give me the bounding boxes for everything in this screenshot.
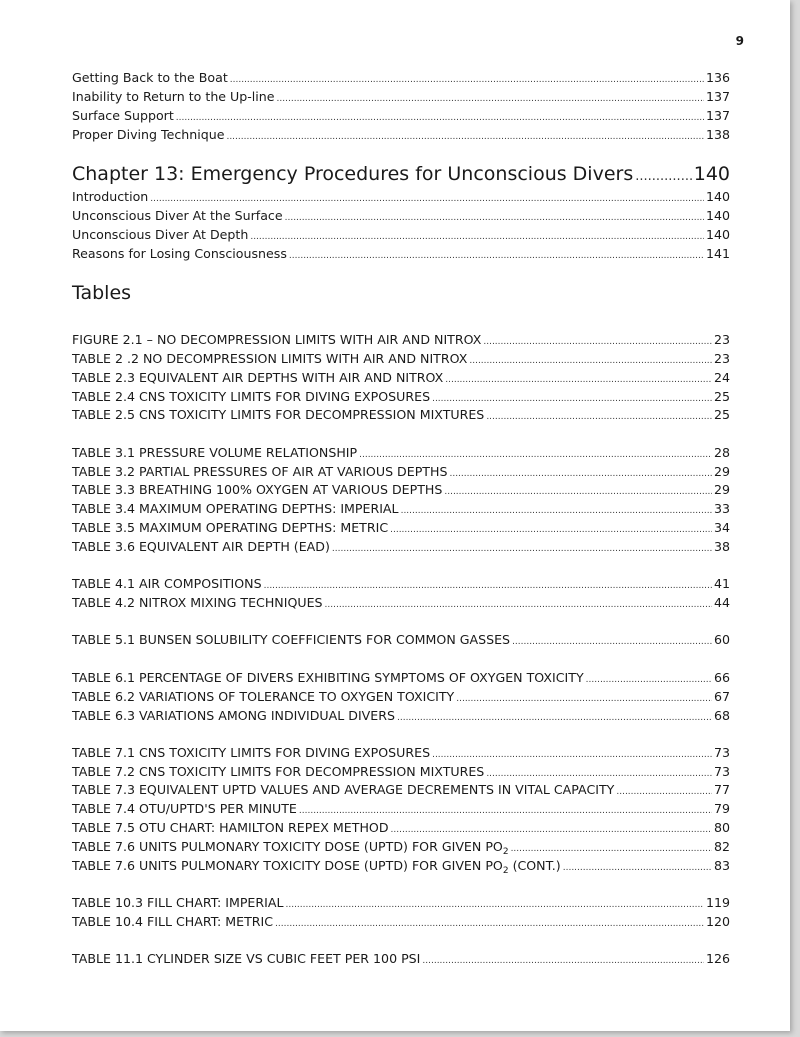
dot-leader xyxy=(275,915,704,934)
toc-entry-title: TABLE 6.3 VARIATIONS AMONG INDIVIDUAL DIVERS xyxy=(72,708,395,723)
toc-entry-page: 24 xyxy=(713,370,730,385)
toc-table-entry[interactable] xyxy=(72,593,730,612)
toc-entry[interactable] xyxy=(72,244,730,263)
toc-table-entry[interactable] xyxy=(72,349,730,368)
toc-entry-page: 23 xyxy=(713,351,730,366)
toc-table-entry[interactable] xyxy=(72,893,730,912)
toc-entry-title: Getting Back to the Boat xyxy=(72,70,228,85)
toc-entry-page: 79 xyxy=(713,801,730,816)
toc-entry[interactable] xyxy=(72,87,730,106)
toc-entry-title: TABLE 10.4 FILL CHART: METRIC xyxy=(72,914,274,929)
toc-entry-title: TABLE 7.6 UNITS PULMONARY TOXICITY DOSE (UPTD) FOR GIVEN $PO_2$ xyxy=(72,839,509,857)
dot-leader xyxy=(289,247,704,266)
toc-entry-title: TABLE 5.1 BUNSEN SOLUBILITY COEFFICIENTS FOR COMMON GASSES xyxy=(72,632,511,647)
toc-entry-page: 23 xyxy=(713,332,730,347)
toc-entry-page: 138 xyxy=(705,127,730,142)
toc-table-entry[interactable] xyxy=(72,405,730,424)
toc-entry-title: Inability to Return to the Up-line xyxy=(72,89,275,104)
toc-entry-title: TABLE 2 .2 NO DECOMPRESSION LIMITS WITH AIR AND NITROX xyxy=(72,351,468,366)
toc-entry-title: TABLE 2.5 CNS TOXICITY LIMITS FOR DECOMPRESSION MIXTURES xyxy=(72,407,485,422)
toc-entry-page: 73 xyxy=(713,764,730,779)
page-number: 9 xyxy=(735,34,744,48)
toc-entry[interactable] xyxy=(72,125,730,144)
toc-entry-title: TABLE 7.6 UNITS PULMONARY TOXICITY DOSE (UPTD) FOR GIVEN $PO_2$ (CONT.) xyxy=(72,858,561,876)
toc-table-entry[interactable] xyxy=(72,856,730,875)
toc-entry-page: 77 xyxy=(713,782,730,797)
toc-entry-title: Unconscious Diver At the Surface xyxy=(72,208,283,223)
toc-entry-page: 34 xyxy=(713,520,730,535)
toc-entry-page: 83 xyxy=(713,858,730,873)
toc-table-entry[interactable] xyxy=(72,499,730,518)
toc-entry-page: 25 xyxy=(713,407,730,422)
toc-entry-page: 140 xyxy=(705,189,730,204)
toc-table-entry[interactable] xyxy=(72,574,730,593)
dot-leader xyxy=(563,859,712,878)
toc-table-entry[interactable] xyxy=(72,912,730,931)
toc-entry[interactable] xyxy=(72,68,730,87)
toc-entry-title: Surface Support xyxy=(72,108,174,123)
toc-entry-title: TABLE 3.2 PARTIAL PRESSURES OF AIR AT VARIOUS DEPTHS xyxy=(72,464,448,479)
toc-entry-page: 120 xyxy=(705,914,730,929)
toc-entry-title: TABLE 2.4 CNS TOXICITY LIMITS FOR DIVING EXPOSURES xyxy=(72,389,431,404)
toc-entry-page: 140 xyxy=(705,227,730,242)
toc-entry-page: 67 xyxy=(713,689,730,704)
toc-entry-title: TABLE 7.3 EQUIVALENT UPTD VALUES AND AVERAGE DECREMENTS IN VITAL CAPACITY xyxy=(72,782,615,797)
toc-table-entry[interactable] xyxy=(72,630,730,649)
toc-table-entry[interactable] xyxy=(72,818,730,837)
toc-entry-page: 29 xyxy=(713,482,730,497)
toc-table-entry[interactable] xyxy=(72,687,730,706)
toc-table-entry[interactable] xyxy=(72,743,730,762)
subscript: 2 xyxy=(502,866,509,876)
dot-leader xyxy=(397,709,712,728)
toc-table-entry[interactable] xyxy=(72,780,730,799)
toc-table-entry[interactable] xyxy=(72,762,730,781)
toc-entry-title: TABLE 10.3 FILL CHART: IMPERIAL xyxy=(72,895,284,910)
toc-entry-title: TABLE 3.4 MAXIMUM OPERATING DEPTHS: IMPERIAL xyxy=(72,501,399,516)
toc-entry-page: 60 xyxy=(713,632,730,647)
toc-entry-page: 38 xyxy=(713,539,730,554)
toc-entry-page: 68 xyxy=(713,708,730,723)
toc-table-entry[interactable] xyxy=(72,368,730,387)
toc-entry-title: TABLE 4.1 AIR COMPOSITIONS xyxy=(72,576,262,591)
toc-entry-title: Unconscious Diver At Depth xyxy=(72,227,249,242)
toc-entry-page: 44 xyxy=(713,595,730,610)
toc-entry-page: 137 xyxy=(705,108,730,123)
toc-entry-page: 25 xyxy=(713,389,730,404)
dot-leader xyxy=(325,596,712,615)
toc-entry-page: 28 xyxy=(713,445,730,460)
toc-entry-title: Reasons for Losing Consciousness xyxy=(72,246,287,261)
toc-table-entry[interactable] xyxy=(72,706,730,725)
dot-leader xyxy=(226,128,704,147)
dot-leader xyxy=(635,165,692,189)
toc-entry-page: 137 xyxy=(705,89,730,104)
toc-entry-page: 82 xyxy=(713,839,730,854)
toc-table-entry[interactable] xyxy=(72,799,730,818)
toc-entry-page: 73 xyxy=(713,745,730,760)
toc-entry-title: TABLE 3.1 PRESSURE VOLUME RELATIONSHIP xyxy=(72,445,358,460)
toc-entry-page: 29 xyxy=(713,464,730,479)
toc-entry[interactable] xyxy=(72,106,730,125)
dot-leader xyxy=(332,540,712,559)
toc-entry-page: 126 xyxy=(705,951,730,966)
toc-chapter-heading[interactable] xyxy=(72,162,730,186)
toc-table-entry[interactable] xyxy=(72,330,730,349)
toc-entry-page: 140 xyxy=(705,208,730,223)
toc-entry-title: TABLE 11.1 CYLINDER SIZE VS CUBIC FEET PER 100 PSI xyxy=(72,951,421,966)
subscript: 2 xyxy=(502,847,509,857)
toc-entry-title: TABLE 2.3 EQUIVALENT AIR DEPTHS WITH AIR AND NITROX xyxy=(72,370,444,385)
toc-table-entry[interactable] xyxy=(72,837,730,856)
toc-table-entry[interactable] xyxy=(72,462,730,481)
toc-entry[interactable] xyxy=(72,206,730,225)
toc-entry-title: TABLE 3.6 EQUIVALENT AIR DEPTH (EAD) xyxy=(72,539,330,554)
toc-entry-page: 136 xyxy=(705,70,730,85)
toc-entry-page: 80 xyxy=(713,820,730,835)
toc-entry-title: TABLE 7.4 OTU/UPTD'S PER MINUTE xyxy=(72,801,297,816)
toc-entry-page: 41 xyxy=(713,576,730,591)
toc-table-entry[interactable] xyxy=(72,480,730,499)
toc-entry-title: TABLE 6.1 PERCENTAGE OF DIVERS EXHIBITING SYMPTOMS OF OXYGEN TOXICITY xyxy=(72,670,584,685)
toc-entry-page: 141 xyxy=(705,246,730,261)
toc-table-entry[interactable] xyxy=(72,443,730,462)
chapter-page: 140 xyxy=(693,163,730,185)
dot-leader xyxy=(512,633,712,652)
toc-entry-title: TABLE 4.2 NITROX MIXING TECHNIQUES xyxy=(72,595,323,610)
toc-entry-page: 33 xyxy=(713,501,730,516)
toc-entry[interactable] xyxy=(72,187,730,206)
toc-entry-page: 119 xyxy=(705,895,730,910)
toc-table-entry[interactable] xyxy=(72,949,730,968)
toc-table-entry[interactable] xyxy=(72,518,730,537)
toc-entry-title: TABLE 7.2 CNS TOXICITY LIMITS FOR DECOMPRESSION MIXTURES xyxy=(72,764,485,779)
tables-heading: Tables xyxy=(72,282,132,304)
toc-entry-title: Proper Diving Technique xyxy=(72,127,225,142)
toc-table-entry[interactable] xyxy=(72,668,730,687)
toc-entry-title: TABLE 3.5 MAXIMUM OPERATING DEPTHS: METRIC xyxy=(72,520,389,535)
chapter-title: Chapter 13: Emergency Procedures for Unconscious Divers xyxy=(72,163,634,185)
dot-leader xyxy=(422,952,704,971)
toc-table-entry[interactable] xyxy=(72,537,730,556)
toc-entry-title: TABLE 6.2 VARIATIONS OF TOLERANCE TO OXYGEN TOXICITY xyxy=(72,689,455,704)
toc-entry-title: FIGURE 2.1 – NO DECOMPRESSION LIMITS WITH AIR AND NITROX xyxy=(72,332,482,347)
toc-entry-title: TABLE 7.5 OTU CHART: HAMILTON REPEX METHOD xyxy=(72,820,389,835)
toc-entry-page: 66 xyxy=(713,670,730,685)
toc-entry[interactable] xyxy=(72,225,730,244)
toc-entry-title: Introduction xyxy=(72,189,149,204)
toc-entry-title: TABLE 3.3 BREATHING 100% OXYGEN AT VARIOUS DEPTHS xyxy=(72,482,443,497)
toc-table-entry[interactable] xyxy=(72,387,730,406)
toc-entry-title: TABLE 7.1 CNS TOXICITY LIMITS FOR DIVING EXPOSURES xyxy=(72,745,431,760)
dot-leader xyxy=(486,408,712,427)
